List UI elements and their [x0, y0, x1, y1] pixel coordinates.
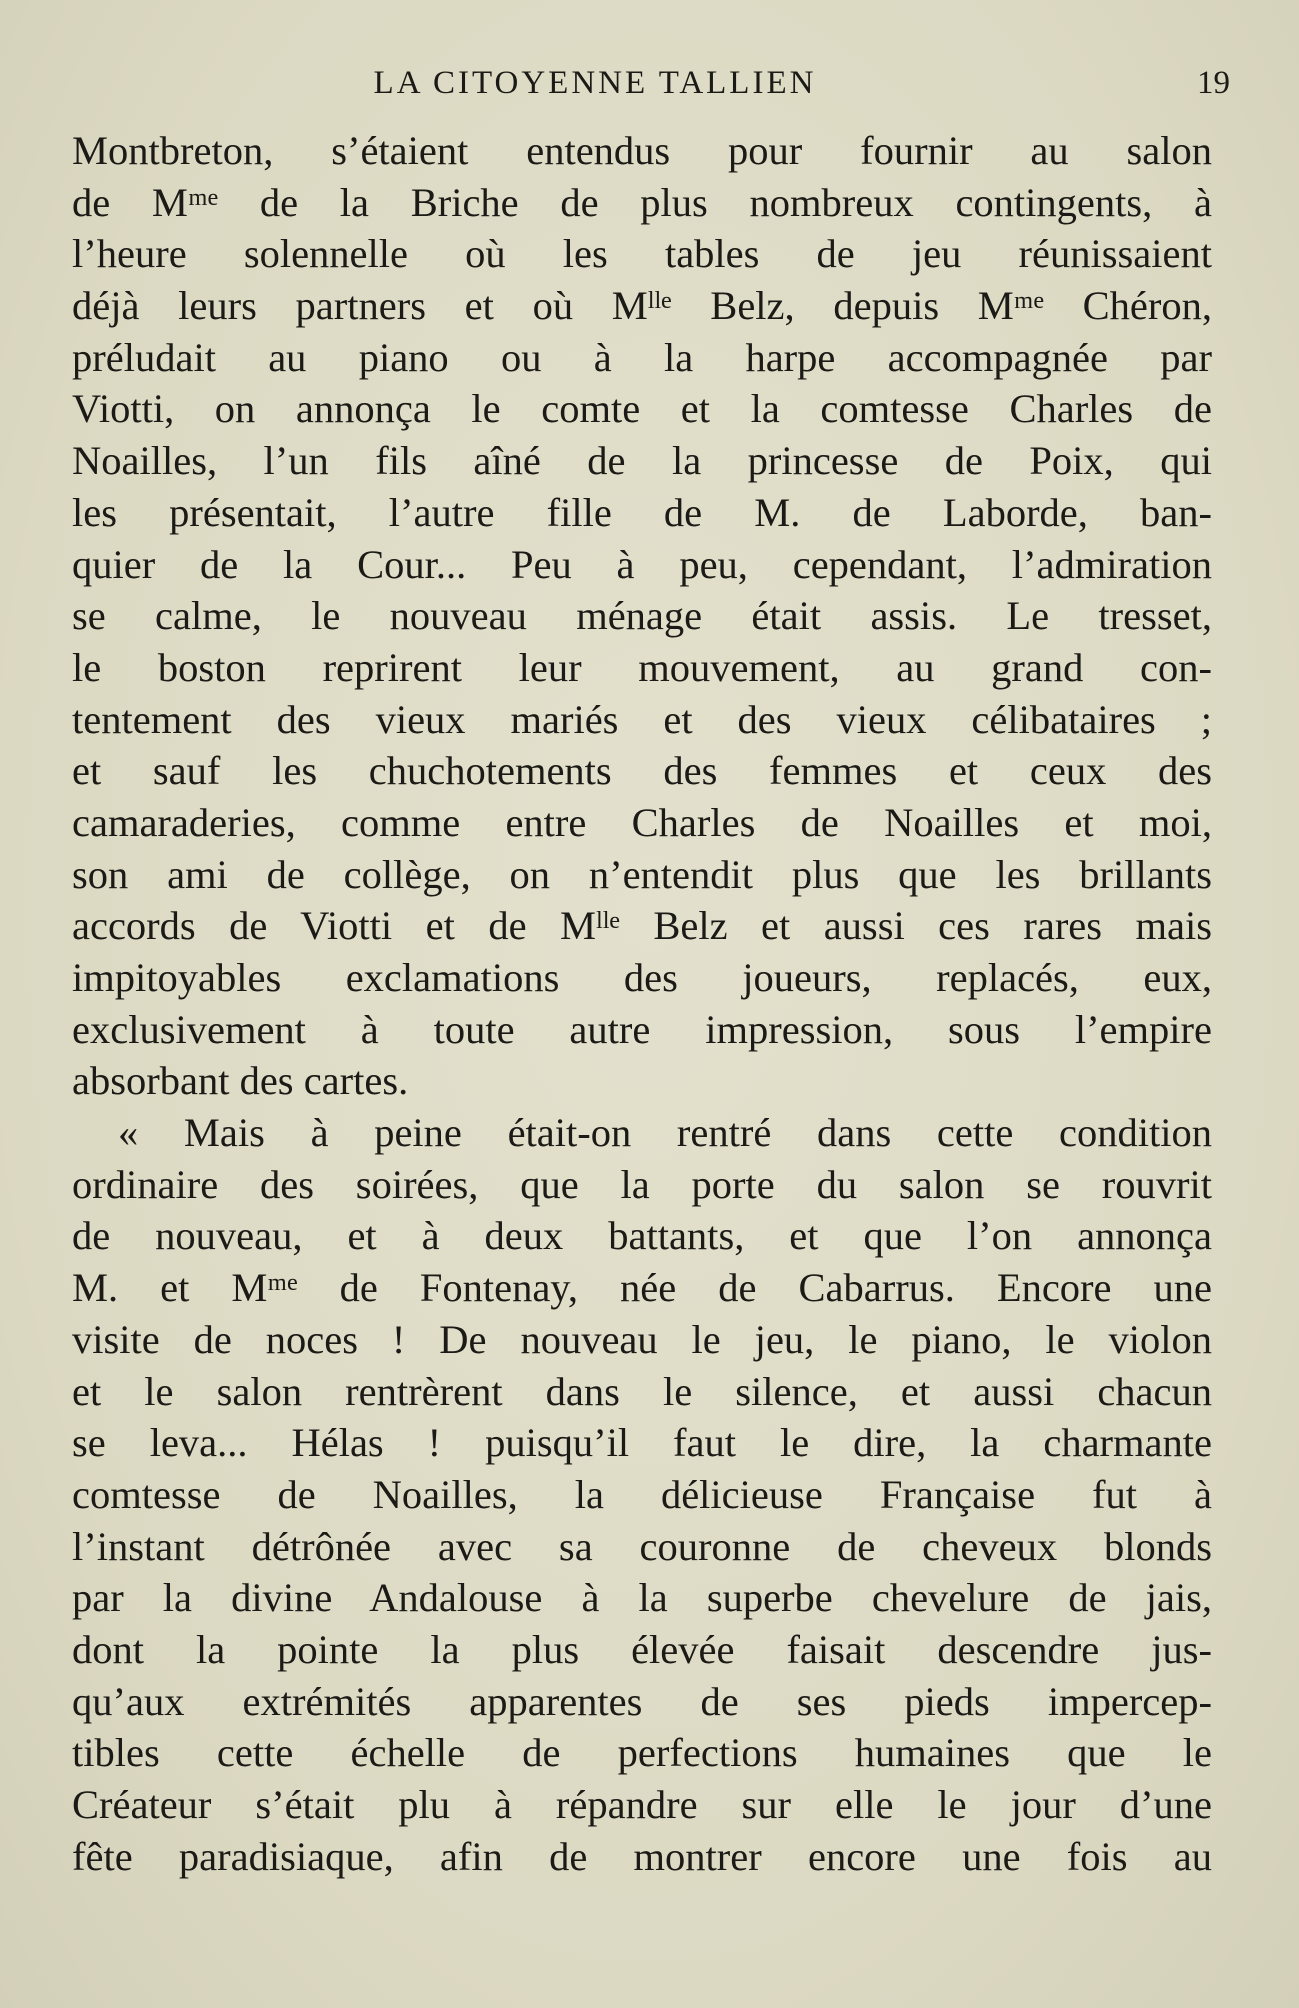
text-line: et sauf les chuchotements des femmes et ceux des	[72, 748, 1212, 794]
text-line: quier de la Cour... Peu à peu, cependant, l’admiration	[72, 541, 1212, 587]
text-line: le boston reprirent leur mouvement, au grand con-	[72, 644, 1212, 690]
running-title: LA CITOYENNE TALLIEN	[373, 65, 817, 101]
running-head	[70, 58, 1230, 108]
text-line: se leva... Hélas ! puisqu’il faut le dire, la charmante	[72, 1420, 1212, 1466]
text-line: préludait au piano ou à la harpe accompagnée par	[72, 334, 1212, 380]
text-line: accords de Viotti et de Mˡˡᵉ Belz et aussi ces rares mais	[72, 903, 1212, 949]
text-line: de nouveau, et à deux battants, et que l’on annonça	[72, 1213, 1212, 1259]
text-line: Noailles, l’un fils aîné de la princesse de Poix, qui	[72, 438, 1212, 484]
text-line: camaraderies, comme entre Charles de Noailles et moi,	[72, 799, 1212, 845]
text-line: dont la pointe la plus élevée faisait descendre jus-	[72, 1626, 1212, 1672]
text-line: déjà leurs partners et où Mˡˡᵉ Belz, depuis Mᵐᵉ Chéron,	[72, 283, 1212, 329]
text-line: exclusivement à toute autre impression, sous l’empire	[72, 1006, 1212, 1052]
text-line: absorbant des cartes.	[72, 1058, 409, 1104]
text-line: par la divine Andalouse à la superbe chevelure de jais,	[72, 1575, 1212, 1621]
page-number: 19	[1197, 65, 1230, 101]
text-line: M. et Mᵐᵉ de Fontenay, née de Cabarrus. Encore une	[72, 1265, 1212, 1311]
text-line: ordinaire des soirées, que la porte du salon se rouvrit	[72, 1161, 1212, 1207]
text-line: tibles cette échelle de perfections humaines que le	[72, 1730, 1212, 1776]
text-line: visite de noces ! De nouveau le jeu, le piano, le violon	[72, 1316, 1212, 1362]
text-line: fête paradisiaque, afin de montrer encore une fois au	[72, 1833, 1212, 1879]
body-text	[72, 125, 1212, 1882]
text-line: Créateur s’était plu à répandre sur elle le jour d’une	[72, 1782, 1212, 1827]
text-line: « Mais à peine était-on rentré dans cette condition	[118, 1110, 1212, 1156]
text-line: qu’aux extrémités apparentes de ses pieds impercep-	[72, 1678, 1212, 1724]
text-line: et le salon rentrèrent dans le silence, et aussi chacun	[72, 1368, 1212, 1414]
text-line: de Mᵐᵉ de la Briche de plus nombreux contingents, à	[72, 179, 1212, 225]
text-line: impitoyables exclamations des joueurs, replacés, eux,	[72, 955, 1212, 1000]
text-line: Montbreton, s’étaient entendus pour fournir au salon	[72, 128, 1212, 173]
text-line: son ami de collège, on n’entendit plus que les brillants	[72, 851, 1212, 897]
text-line: l’instant détrônée avec sa couronne de cheveux blonds	[72, 1523, 1212, 1569]
text-line: se calme, le nouveau ménage était assis. Le tresset,	[72, 593, 1212, 639]
text-line: l’heure solennelle où les tables de jeu réunissaient	[72, 231, 1212, 277]
text-line: les présentait, l’autre fille de M. de Laborde, ban-	[72, 489, 1212, 535]
text-line: Viotti, on annonça le comte et la comtesse Charles de	[72, 386, 1212, 432]
text-line: comtesse de Noailles, la délicieuse Française fut à	[72, 1471, 1212, 1517]
text-line: tentement des vieux mariés et des vieux célibataires ;	[72, 696, 1212, 742]
